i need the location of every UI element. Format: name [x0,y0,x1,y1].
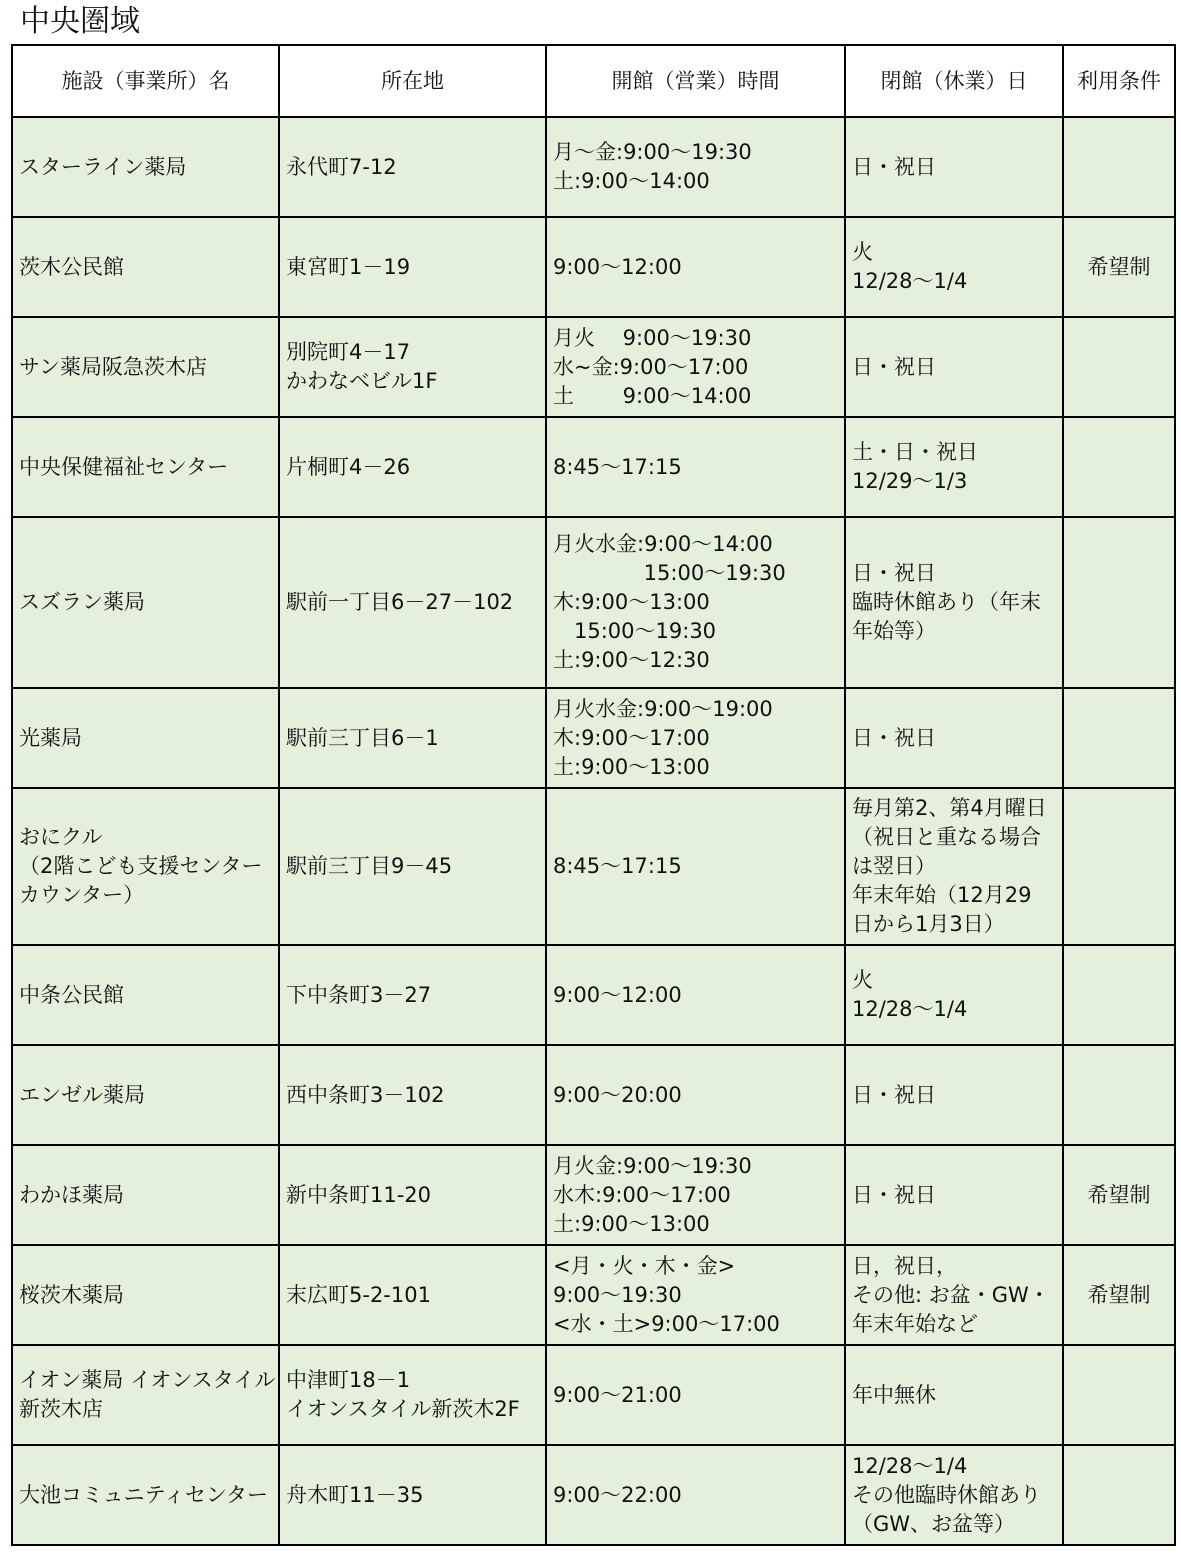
condition-cell [1063,317,1175,417]
address-cell [279,788,546,945]
address-cell [279,317,546,417]
table-row [12,117,1175,217]
condition-cell [1063,1045,1175,1145]
closed-days-cell [845,688,1063,788]
closed-days-cell-line: 年中無休 [852,1382,936,1407]
opening-hours-cell [546,945,845,1045]
table-row [12,688,1175,788]
opening-hours-cell-line: 9:00～19:30 [553,1282,682,1307]
closed-days-cell-line: 土・日・祝日 [852,440,978,464]
closed-days-cell-line: 日から1月3日） [852,912,1005,936]
facility-name-cell [12,517,279,688]
facility-name-cell-line: わかほ薬局 [19,1182,124,1207]
opening-hours-cell-line: 月火水金:9:00～14:00 [553,532,773,556]
opening-hours-cell-line: 月火 9:00～19:30 [553,325,752,350]
facility-name-cell-line: 新茨木店 [19,1397,103,1421]
opening-hours-cell-line: 土:9:00～12:30 [553,648,710,672]
facility-name-cell [12,417,279,517]
address-cell [279,1245,546,1345]
closed-days-cell-line: 日・祝日 [852,1082,936,1107]
header-opening-hours: 開館（営業）時間 [546,45,845,117]
opening-hours-cell [546,1345,845,1445]
closed-days-cell-line: 火 [852,240,873,264]
facility-name-cell [12,688,279,788]
address-cell-line: かわなベビル1F [286,369,438,393]
opening-hours-cell [546,317,845,417]
closed-days-cell [845,1045,1063,1145]
closed-days-cell [845,317,1063,417]
opening-hours-cell [546,117,845,217]
opening-hours-cell-line: 土:9:00～14:00 [553,169,710,193]
closed-days-cell-line: 日・祝日 [852,561,936,585]
facility-name-cell-line: カウンター） [19,883,145,907]
facility-name-cell-line: 桜茨木薬局 [19,1282,124,1307]
facility-name-cell [12,788,279,945]
opening-hours-cell-line: 土:9:00～13:00 [553,754,710,779]
closed-days-cell-line: 12/28～1/4 [852,997,968,1021]
facility-table [11,44,1176,1546]
header-facility-name: 施設（事業所）名 [12,45,279,117]
opening-hours-cell-line: 水木:9:00～17:00 [553,1182,731,1207]
table-row [12,1445,1175,1545]
condition-cell: 希望制 [1063,217,1175,317]
closed-days-cell-line: （祝日と重なる場合 [852,825,1041,849]
facility-name-cell-line: イオン薬局 イオンスタイル [19,1368,276,1392]
opening-hours-cell-line: <月・火・木・金> [553,1253,736,1278]
address-cell-line: 駅前三丁目6－1 [286,725,439,750]
closed-days-cell [845,1245,1063,1345]
opening-hours-cell [546,1245,845,1345]
closed-days-cell-line: 日・祝日 [852,154,936,179]
facility-name-cell-line: 中条公民館 [19,982,124,1007]
facility-name-cell-line: （2階こども支援センター [19,854,263,878]
closed-days-cell-line: 日・祝日 [852,1182,936,1207]
opening-hours-cell-line: 9:00～12:00 [553,254,682,279]
condition-cell: 希望制 [1063,1145,1175,1245]
closed-days-cell-line: 日・祝日 [852,725,936,750]
facility-name-cell [12,1345,279,1445]
condition-cell [1063,688,1175,788]
opening-hours-cell-line: 9:00～22:00 [553,1482,682,1507]
facility-name-cell-line: エンゼル薬局 [19,1082,145,1107]
opening-hours-cell [546,517,845,688]
address-cell-line: イオンスタイル新茨木2F [286,1397,520,1421]
opening-hours-cell-line: 9:00～12:00 [553,982,682,1007]
condition-cell [1063,517,1175,688]
closed-days-cell-line: 日，祝日， [852,1253,957,1278]
closed-days-cell-line: 12/28～1/4 [852,269,968,293]
closed-days-cell-line: 年末年始（12月29 [852,883,1032,907]
condition-cell: 希望制 [1063,1245,1175,1345]
condition-cell [1063,945,1175,1045]
table-row [12,517,1175,688]
closed-days-cell-line: 12/28～1/4 [852,1453,968,1478]
closed-days-cell [845,117,1063,217]
closed-days-cell-line: その他: お盆・GW・ [852,1282,1050,1307]
header-closed-days: 閉館（休業）日 [845,45,1063,117]
address-cell-line: 駅前三丁目9－45 [286,854,453,878]
condition-cell [1063,1345,1175,1445]
address-cell [279,1145,546,1245]
address-cell [279,417,546,517]
opening-hours-cell [546,417,845,517]
closed-days-cell-line: 火 [852,968,873,992]
opening-hours-cell-line: 土 9:00～14:00 [553,383,752,408]
condition-cell [1063,117,1175,217]
facility-name-cell [12,217,279,317]
closed-days-cell-line: その他臨時休館あり [852,1482,1041,1507]
address-cell [279,217,546,317]
facility-name-cell [12,1245,279,1345]
facility-name-cell-line: おにクル [19,825,103,849]
address-cell-line: 中津町18－1 [286,1368,411,1392]
table-row [12,1045,1175,1145]
address-cell [279,517,546,688]
header-conditions: 利用条件 [1063,45,1175,117]
facility-name-cell-line: 光薬局 [19,725,82,750]
condition-cell [1063,788,1175,945]
address-cell-line: 西中条町3－102 [286,1082,445,1107]
opening-hours-cell-line: 9:00～21:00 [553,1382,682,1407]
facility-name-cell [12,1445,279,1545]
table-row [12,1145,1175,1245]
table-row [12,217,1175,317]
opening-hours-cell [546,1045,845,1145]
condition-cell [1063,1445,1175,1545]
closed-days-cell [845,217,1063,317]
facility-name-cell-line: 茨木公民館 [19,254,124,279]
opening-hours-cell-line: 水~金:9:00～17:00 [553,354,749,379]
address-cell-line: 下中条町3－27 [286,982,432,1007]
header-row [12,45,1175,117]
opening-hours-cell-line: 8:45～17:15 [553,854,682,878]
address-cell [279,1345,546,1445]
table-row [12,417,1175,517]
facility-name-cell [12,1045,279,1145]
closed-days-cell-line: 年末年始など [852,1311,978,1336]
table-row [12,1345,1175,1445]
closed-days-cell [845,517,1063,688]
facility-name-cell-line: 大池コミュニティセンター [19,1482,269,1507]
address-cell [279,117,546,217]
closed-days-cell-line: 臨時休館あり（年末 [852,590,1041,614]
address-cell-line: 別院町4－17 [286,340,411,364]
closed-days-cell-line: 年始等） [852,619,936,643]
opening-hours-cell-line: 木:9:00～17:00 [553,725,710,750]
address-cell-line: 駅前一丁目6－27－102 [286,590,514,614]
closed-days-cell [845,1445,1063,1545]
facility-name-cell-line: スターライン薬局 [19,154,187,179]
opening-hours-cell-line: 木:9:00～13:00 [553,590,710,614]
opening-hours-cell-line: 月火水金:9:00～19:00 [553,696,773,721]
opening-hours-cell [546,1445,845,1545]
opening-hours-cell [546,788,845,945]
closed-days-cell [845,1145,1063,1245]
table-body [12,117,1175,1545]
table-row [12,945,1175,1045]
opening-hours-cell [546,688,845,788]
table-row [12,1245,1175,1345]
address-cell [279,688,546,788]
address-cell [279,1045,546,1145]
opening-hours-cell [546,1145,845,1245]
address-cell [279,945,546,1045]
facility-name-cell-line: サン薬局阪急茨木店 [19,354,207,379]
closed-days-cell-line: 12/29～1/3 [852,469,968,493]
address-cell-line: 舟木町11－35 [286,1482,424,1507]
facility-name-cell [12,1145,279,1245]
address-cell-line: 片桐町4－26 [286,454,411,479]
closed-days-cell-line: は翌日） [852,854,936,878]
address-cell-line: 新中条町11-20 [286,1182,432,1207]
opening-hours-cell-line: 15:00～19:30 [553,561,786,585]
closed-days-cell [845,788,1063,945]
opening-hours-cell-line: 土:9:00～13:00 [553,1211,710,1236]
address-cell-line: 末広町5-2-101 [286,1282,431,1307]
address-cell-line: 永代町7-12 [286,154,397,179]
table-row [12,317,1175,417]
page-title: 中央圏域 [20,4,140,39]
address-cell [279,1445,546,1545]
opening-hours-cell-line: 月～金:9:00～19:30 [553,140,752,164]
header-address: 所在地 [279,45,546,117]
closed-days-cell [845,1345,1063,1445]
facility-name-cell [12,945,279,1045]
closed-days-cell [845,945,1063,1045]
table-row [12,788,1175,945]
opening-hours-cell [546,217,845,317]
closed-days-cell [845,417,1063,517]
table-header [12,45,1175,117]
facility-name-cell-line: 中央保健福祉センター [19,454,229,479]
closed-days-cell-line: （GW、お盆等） [852,1511,1016,1536]
opening-hours-cell-line: 8:45～17:15 [553,454,682,479]
opening-hours-cell-line: 15:00～19:30 [553,619,717,643]
opening-hours-cell-line: 月火金:9:00～19:30 [553,1153,752,1178]
closed-days-cell-line: 日・祝日 [852,354,936,379]
address-cell-line: 東宮町1－19 [286,254,411,279]
facility-name-cell [12,317,279,417]
facility-name-cell-line: スズラン薬局 [19,590,145,614]
opening-hours-cell-line: <水・土>9:00～17:00 [553,1311,780,1336]
opening-hours-cell-line: 9:00～20:00 [553,1082,682,1107]
condition-cell [1063,417,1175,517]
facility-name-cell [12,117,279,217]
closed-days-cell-line: 毎月第2、第4月曜日 [852,796,1047,820]
